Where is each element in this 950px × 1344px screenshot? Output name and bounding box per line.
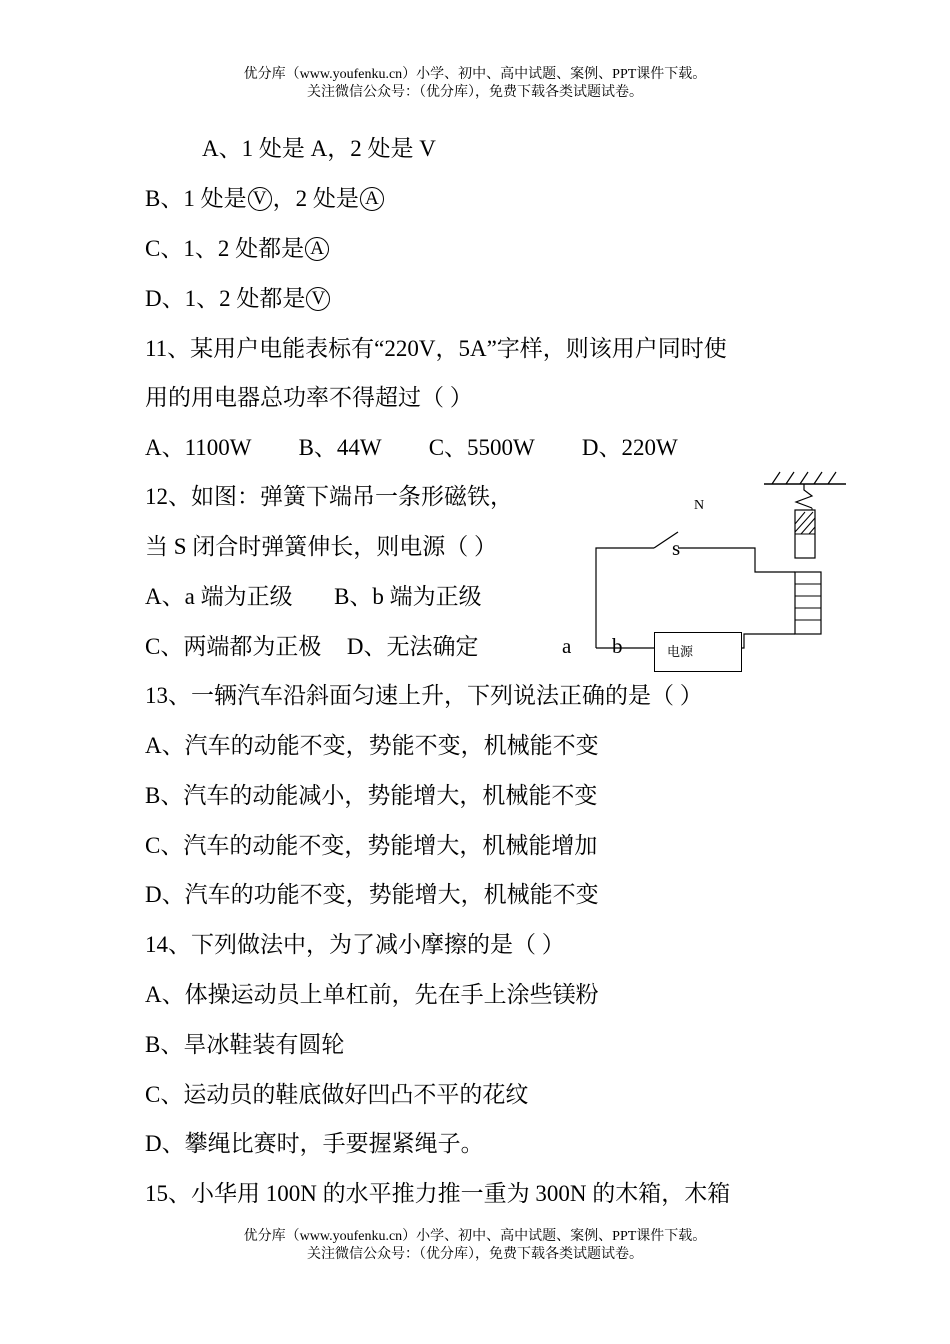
footer-line-1: 优分库（www.youfenku.cn）小学、初中、高中试题、案例、PPT课件下载。	[243, 1229, 707, 1244]
q10-option-b-mid: ，2 处是	[272, 186, 359, 211]
q13-option-c: C、汽车的动能不变，势能增大，机械能增加	[145, 833, 598, 858]
power-source: 电源	[654, 632, 742, 672]
q14-option-a: A、体操运动员上单杠前，先在手上涂些镁粉	[145, 982, 599, 1007]
q11-option-b: B、44W	[298, 435, 382, 460]
q11-option-a: A、1100W	[145, 435, 252, 460]
q12-option-a: A、a 端为正级	[145, 584, 293, 609]
q13-stem: 13、一辆汽车沿斜面匀速上升，下列说法正确的是（ ）	[145, 683, 703, 708]
q12-stem-line-1: 12、如图：弹簧下端吊一条形磁铁，	[145, 484, 513, 509]
footer-line-2: 关注微信公众号：（优分库），免费下载各类试题试卷。	[307, 1247, 643, 1262]
q10-option-b-text: B、1 处是	[145, 186, 247, 211]
q11-option-c: C、5500W	[428, 435, 535, 460]
label-b: b	[612, 634, 623, 658]
q14-option-c: C、运动员的鞋底做好凹凸不平的花纹	[145, 1082, 529, 1107]
label-n: N	[694, 498, 705, 513]
q10-option-d-text: D、1、2 处都是	[145, 286, 306, 311]
q10-option-c-text: C、1、2 处都是	[145, 236, 305, 261]
q12-options-ab	[145, 582, 482, 612]
q12-option-b: B、b 端为正级	[334, 584, 482, 609]
q12-options-cd	[145, 632, 478, 662]
q15-stem-line-1: 15、小华用 100N 的水平推力推一重为 300N 的木箱，木箱	[145, 1181, 731, 1206]
wire-right	[740, 634, 795, 648]
header-line-2: 关注微信公众号：（优分库），免费下载各类试题试卷。	[307, 85, 643, 100]
voltmeter-symbol: V	[306, 287, 330, 311]
ceiling-hatching	[772, 472, 836, 484]
q12-stem-line-2: 当 S 闭合时弹簧伸长，则电源（ ）	[145, 534, 498, 559]
q10-option-c	[145, 234, 330, 264]
q14-stem: 14、下列做法中，为了减小摩擦的是（ ）	[145, 932, 565, 957]
q14-option-b: B、旱冰鞋装有圆轮	[145, 1032, 345, 1057]
label-s: s	[672, 536, 681, 560]
spring	[796, 484, 812, 508]
q13-option-d: D、汽车的功能不变，势能增大，机械能不变	[145, 882, 599, 907]
electromagnet-coil	[795, 572, 821, 634]
page-footer	[0, 1228, 950, 1264]
q12-option-d: D、无法确定	[346, 634, 479, 659]
q11-stem-line-2: 用的用电器总功率不得超过（ ）	[145, 385, 473, 410]
electromagnet-circuit-diagram	[550, 460, 860, 680]
ammeter-symbol: A	[305, 237, 329, 261]
header-line-1: 优分库（www.youfenku.cn）小学、初中、高中试题、案例、PPT课件下载。	[243, 67, 707, 82]
wire-top	[678, 548, 795, 572]
q12-option-c: C、两端都为正极	[145, 634, 322, 659]
q13-option-b: B、汽车的动能减小，势能增大，机械能不变	[145, 783, 598, 808]
q11-stem-line-1: 11、某用户电能表标有“220V，5A”字样，则该用户同时使	[145, 336, 727, 361]
q14-option-d: D、攀绳比赛时，手要握紧绳子。	[145, 1131, 484, 1156]
q10-option-d	[145, 284, 331, 314]
q10-option-a: A、1 处是 A，2 处是 V	[202, 136, 436, 161]
q13-option-a: A、汽车的动能不变，势能不变，机械能不变	[145, 733, 599, 758]
page-header	[0, 66, 950, 102]
wire-left	[596, 548, 654, 648]
q10-option-b	[145, 184, 385, 214]
voltmeter-symbol: V	[248, 187, 272, 211]
ammeter-symbol: A	[360, 187, 384, 211]
q11-option-d: D、220W	[581, 435, 678, 460]
q11-options	[145, 433, 678, 463]
label-a: a	[562, 634, 572, 658]
